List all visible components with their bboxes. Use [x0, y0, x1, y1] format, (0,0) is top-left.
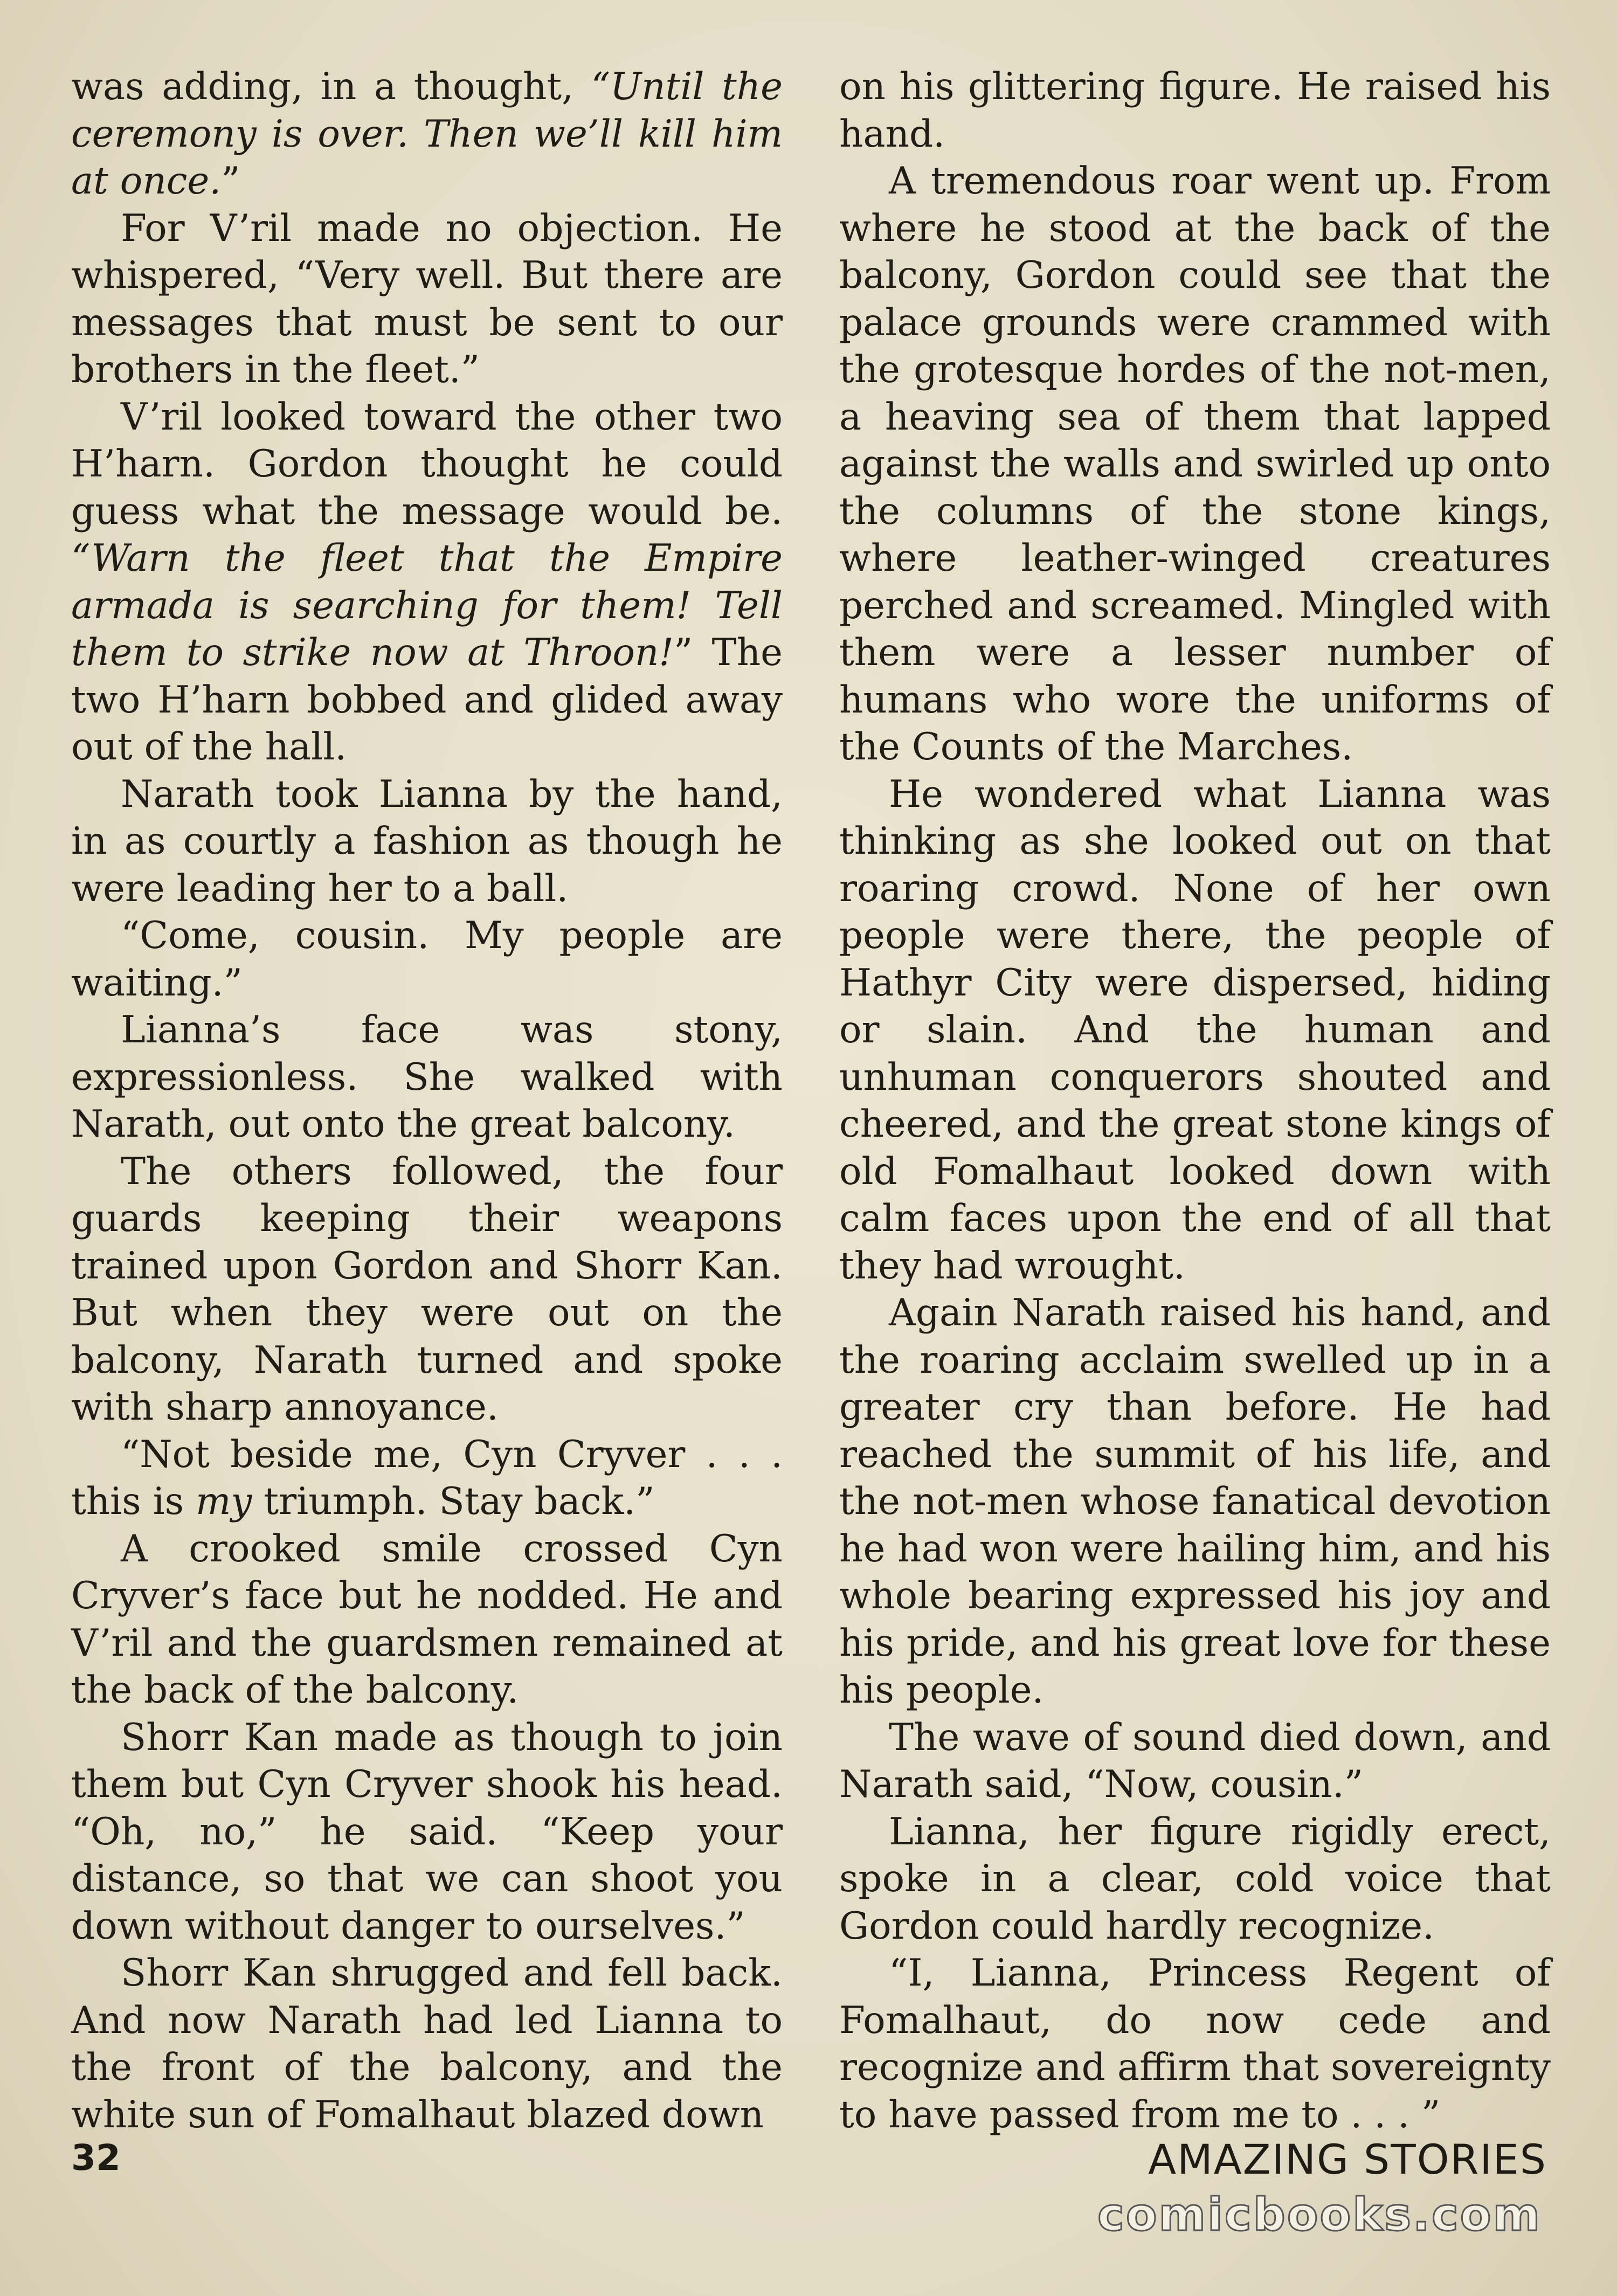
- text-run: on his glittering figure. He raised his hand.: [839, 65, 1551, 156]
- text-run: For V’ril made no objection. He whispered, “Very well. But there are messages that must be sent to our brothers in the fleet.”: [71, 206, 783, 391]
- paragraph: [71, 1526, 783, 1714]
- text-run: “I, Lianna, Princess Regent of Fomalhaut, do now cede and recognize and affirm that sovereignty to have passed from me to . . . ”: [839, 1952, 1551, 2136]
- paragraph: [71, 205, 783, 394]
- italic-text: my: [196, 1480, 252, 1523]
- paragraph: [839, 1809, 1551, 1951]
- text-run: ” The two H’harn bobbed and glided away out of the hall.: [71, 631, 783, 769]
- text-run: Shorr Kan shrugged and fell back. And now Narath had led Lianna to the front of the balcony, and the white sun of Fomalhaut blazed down: [71, 1952, 783, 2136]
- continued-paragraph: [839, 64, 1551, 158]
- text-run: “Not beside me, Cyn Cryver . . . this is: [71, 1433, 783, 1523]
- text-run: Shorr Kan made as though to join them but Cyn Cryver shook his head. “Oh, no,” he said. “Keep your distance, so that we can shoot you down without danger to ourselves.”: [71, 1716, 783, 1948]
- text-run: triumph. Stay back.”: [252, 1480, 655, 1523]
- text-run: He wondered what Lianna was thinking as she looked out on that roaring crowd. None of her own people were there, the people of Hathyr City were dispersed, hiding or slain. And the human and unhuman conquerors shouted and cheered, and the great stone kings of old Fomalhaut looked down with calm faces upon the end of all that they had wrought.: [839, 772, 1551, 1288]
- page-number: 32: [71, 2137, 121, 2179]
- paragraph: [839, 1714, 1551, 1809]
- paragraph: [71, 1149, 783, 1431]
- paragraph: [71, 394, 783, 771]
- left-text-column: [71, 64, 783, 2139]
- running-title: AMAZING STORIES: [1148, 2135, 1547, 2183]
- italic-text: “Warn the fleet that the Empire armada is searching for them! Tell them to strike now at Throon!: [71, 537, 783, 674]
- text-run: A tremendous roar went up. From where he stood at the back of the balcony, Gordon could see that the palace grounds were crammed with the grotesque hordes of the not-men, a heaving sea of them that lapped against the walls and swirled up onto the columns of the stone kings, where leather-winged creatures perched and screamed. Mingled with them were a lesser number of humans who wore the uniforms of the Counts of the Marches.: [839, 160, 1551, 769]
- paragraph: [71, 912, 783, 1007]
- italic-text: “Until the ceremony is over. Then we’ll kill him at once.: [71, 65, 783, 203]
- right-text-column: [839, 64, 1551, 2139]
- paragraph: [839, 1950, 1551, 2139]
- paragraph: [71, 1714, 783, 1951]
- paragraph: [839, 771, 1551, 1290]
- text-run: “Come, cousin. My people are waiting.”: [71, 914, 783, 1005]
- text-run: Narath took Lianna by the hand, in as courtly a fashion as though he were leading her to a ball.: [71, 772, 783, 910]
- paragraph: [839, 1290, 1551, 1714]
- text-run: Again Narath raised his hand, and the roaring acclaim swelled up in a greater cry than before. He had reached the summit of his life, and the not-men whose fanatical devotion he had won were hailing him, and his whole bearing expressed his joy and his pride, and his great love for these his people.: [839, 1291, 1551, 1712]
- paragraph: [71, 1007, 783, 1149]
- text-run: The wave of sound died down, and Narath said, “Now, cousin.”: [839, 1716, 1551, 1806]
- text-run: Lianna’s face was stony, expressionless. She walked with Narath, out onto the great balcony.: [71, 1008, 783, 1146]
- text-run: was adding, in a thought,: [71, 65, 591, 108]
- text-run: The others followed, the four guards keeping their weapons trained upon Gordon and Shorr Kan. But when they were out on the balcony, Narath turned and spoke with sharp annoyance.: [71, 1150, 783, 1429]
- watermark-logo: comicbooks.com: [1097, 2188, 1542, 2241]
- paragraph: [71, 1431, 783, 1526]
- paragraph: [71, 771, 783, 913]
- paragraph: [71, 1950, 783, 2139]
- continued-paragraph: [71, 64, 783, 205]
- text-run: ”: [221, 160, 240, 203]
- paragraph: [839, 158, 1551, 771]
- text-run: V’ril looked toward the other two H’harn. Gordon thought he could guess what the message would be.: [71, 395, 783, 533]
- text-run: A crooked smile crossed Cyn Cryver’s face but he nodded. He and V’ril and the guardsmen remained at the back of the balcony.: [71, 1527, 783, 1712]
- text-run: Lianna, her figure rigidly erect, spoke in a clear, cold voice that Gordon could hardly recognize.: [839, 1810, 1551, 1948]
